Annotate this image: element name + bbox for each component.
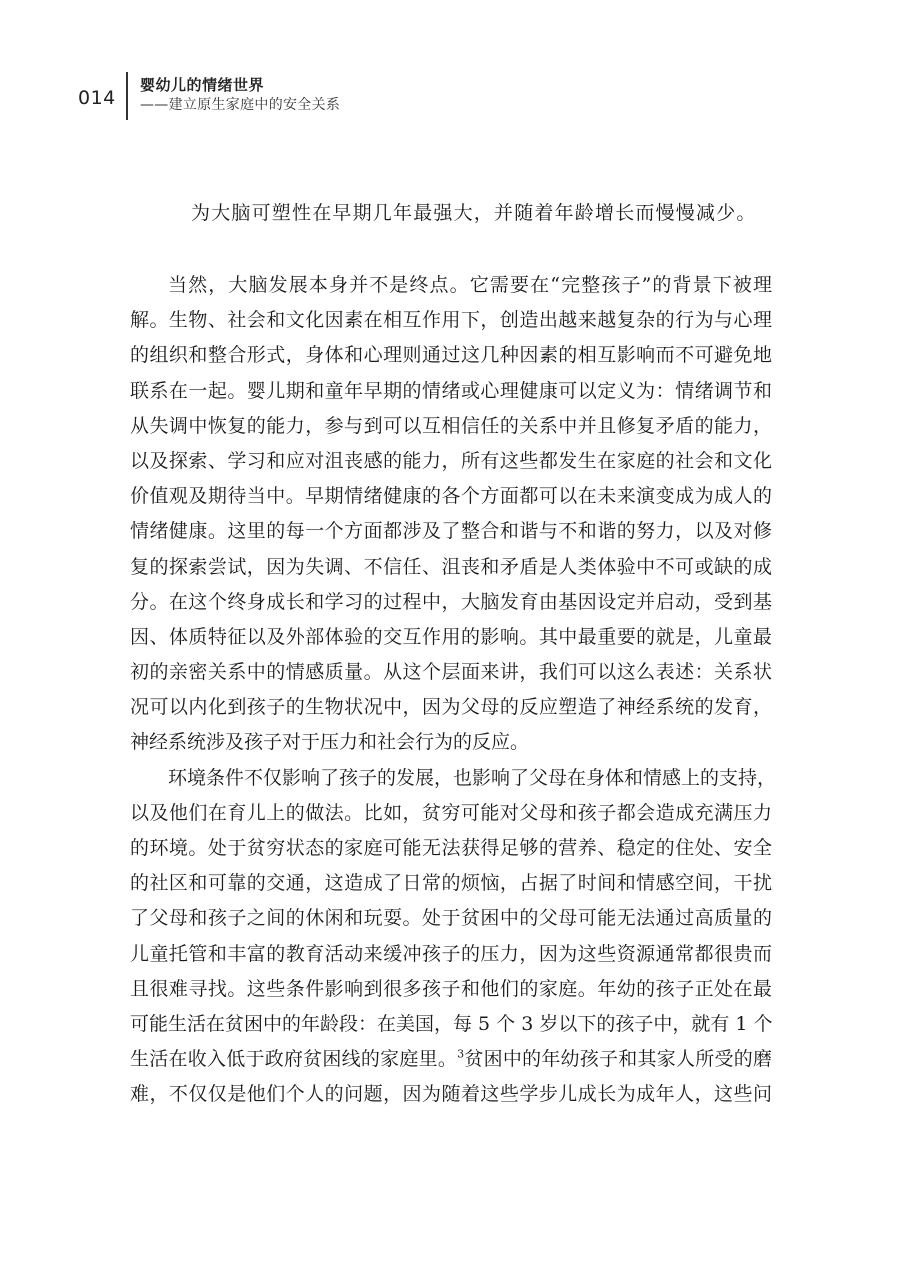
- continued-sentence: 为大脑可塑性在早期几年最强大，并随着年龄增长而慢慢减少。: [191, 202, 757, 224]
- text-line: 分。在这个终身成长和学习的过程中，大脑发育由基因设定并启动，受到基: [130, 590, 772, 613]
- text-line: 复的探索尝试，因为失调、不信任、沮丧和矛盾是人类体验中不可或缺的成: [130, 555, 772, 578]
- text-line: 以及探索、学习和应对沮丧感的能力，所有这些都发生在家庭的社会和文化: [130, 449, 772, 472]
- text-line: 环境条件不仅影响了孩子的发展，也影响了父母在身体和情感上的支持，: [168, 766, 777, 789]
- text-line: 联系在一起。婴儿期和童年早期的情绪或心理健康可以定义为：情绪调节和: [130, 379, 772, 402]
- body-text: [130, 268, 777, 1113]
- header-divider: [126, 72, 128, 120]
- text-line: 的社区和可靠的交通，这造成了日常的烦恼，占据了时间和情感空间，干扰: [130, 872, 772, 895]
- book-title: 婴幼儿的情绪世界: [140, 76, 265, 94]
- footnote-marker[interactable]: 3: [457, 1047, 465, 1061]
- text-line: 的环境。处于贫穷状态的家庭可能无法获得足够的营养、稳定的住处、安全: [130, 837, 772, 859]
- text-line: 了父母和孩子之间的休闲和玩耍。处于贫困中的父母可能无法通过高质量的: [130, 907, 772, 930]
- text-line: 以及他们在育儿上的做法。比如，贫穷可能对父母和孩子都会造成充满压力: [130, 801, 772, 824]
- text-line: 因、体质特征以及外部体验的交互作用的影响。其中最重要的就是，儿童最: [130, 625, 772, 648]
- book-subtitle: ——建立原生家庭中的安全关系: [140, 97, 341, 113]
- text-segment: 生活在收入低于政府贫困线的家庭里。: [130, 1048, 458, 1071]
- running-header: [78, 72, 340, 122]
- text-line: 神经系统涉及孩子对于压力和社会行为的反应。: [130, 731, 530, 754]
- text-line: 当然，大脑发展本身并不是终点。它需要在“完整孩子”的背景下被理: [168, 274, 772, 296]
- text-line: 可能生活在贫困中的年龄段：在美国，每 5 个 3 岁以下的孩子中，就有 1 个: [130, 1012, 773, 1035]
- text-line: 初的亲密关系中的情感质量。从这个层面来讲，我们可以这么表述：关系状: [130, 661, 772, 684]
- header-titles: [140, 72, 340, 115]
- paragraph-1: [130, 268, 772, 761]
- text-line: 儿童托管和丰富的教育活动来缓冲孩子的压力，因为这些资源通常都很贵而: [130, 942, 772, 965]
- text-line: 从失调中恢复的能力，参与到可以互相信任的关系中并且修复矛盾的能力，: [130, 414, 772, 437]
- paragraph-2: [130, 761, 777, 1113]
- text-line: 难，不仅仅是他们个人的问题，因为随着这些学步儿成长为成年人，这些问: [130, 1083, 772, 1106]
- text-line: 价值观及期待当中。早期情绪健康的各个方面都可以在未来演变成为成人的: [130, 485, 772, 508]
- text-line: 且很难寻找。这些条件影响到很多孩子和他们的家庭。年幼的孩子正处在最: [130, 977, 772, 1000]
- text-line-with-footnote: [130, 1042, 772, 1077]
- page-number: 014: [78, 87, 116, 109]
- text-segment: 贫困中的年幼孩子和其家人所受的磨: [464, 1048, 772, 1071]
- text-line: 况可以内化到孩子的生物状况中，因为父母的反应塑造了神经系统的发育，: [130, 696, 772, 719]
- text-line: 解。生物、社会和文化因素在相互作用下，创造出越来越复杂的行为与心理: [130, 309, 772, 332]
- text-line: 的组织和整合形式，身体和心理则通过这几种因素的相互影响而不可避免地: [130, 344, 772, 367]
- text-line: 情绪健康。这里的每一个方面都涉及了整合和谐与不和谐的努力，以及对修: [130, 520, 772, 543]
